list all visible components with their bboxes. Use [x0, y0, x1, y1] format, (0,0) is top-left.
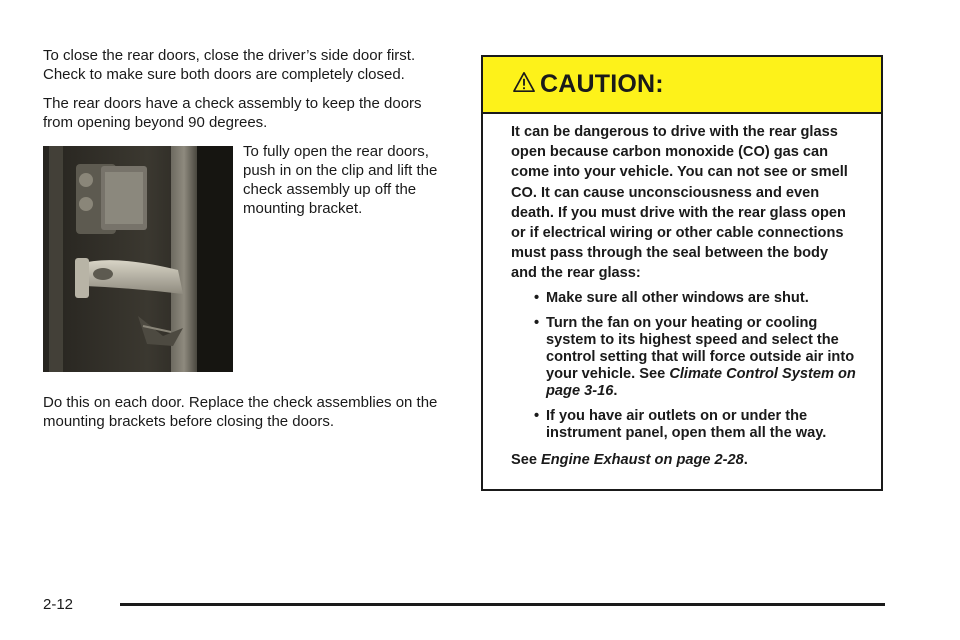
see-prefix: See: [511, 451, 542, 468]
warning-triangle-icon: [513, 71, 535, 93]
caution-bullet-list: [511, 290, 857, 442]
photo-caption: To fully open the rear doors, push in on the clip and lift the check assembly up off the mounting bracket.: [243, 143, 438, 217]
page-number: 2-12: [43, 596, 74, 613]
bullet-text: If you have air outlets on or under the instrument panel, open them all the way.: [546, 407, 827, 441]
list-item: [534, 315, 857, 400]
climate-control-reference: Climate Control System on page 3-16: [546, 365, 856, 399]
door-check-assembly-photo: [43, 146, 233, 372]
photo-row: [43, 143, 453, 386]
caution-title: CAUTION:: [540, 70, 664, 98]
see-reference-line: [511, 450, 857, 470]
bullet-end: .: [613, 382, 618, 399]
left-column: [43, 46, 453, 441]
list-item: [534, 290, 857, 307]
paragraph-close-doors: To close the rear doors, close the driver’s side door first. Check to make sure both doors are completely closed.: [43, 47, 416, 83]
see-end: .: [743, 451, 748, 468]
paragraph-check-assembly: The rear doors have a check assembly to keep the doors from opening beyond 90 degrees.: [43, 95, 422, 131]
engine-exhaust-reference: Engine Exhaust on page 2-28: [541, 451, 744, 468]
bullet-icon: •: [534, 407, 540, 424]
bullet-icon: •: [534, 289, 540, 306]
footer-rule: [120, 603, 885, 606]
bullet-text: Turn the fan on your heating or cooling system to its highest speed and select the control setting that will force outside air into your vehicle. See: [546, 314, 855, 382]
caution-text: It can be dangerous to drive with the rear glass open because carbon monoxide (CO) gas can come into your vehicle. You can not see or smell CO. It can cause unconsciousness and even death. If you must drive with the rear glass open or if electrical wiring or other cable connections must pass through the seal between the body and the rear glass:: [511, 124, 848, 282]
caution-body: [483, 114, 881, 470]
caution-box: [481, 55, 883, 491]
list-item: [534, 408, 857, 442]
bullet-icon: •: [534, 314, 540, 331]
bullet-text: Make sure all other windows are shut.: [546, 289, 809, 306]
caution-header: [483, 57, 881, 114]
paragraph-replace-assemblies: Do this on each door. Replace the check assemblies on the mounting brackets before closing the doors.: [43, 394, 438, 430]
